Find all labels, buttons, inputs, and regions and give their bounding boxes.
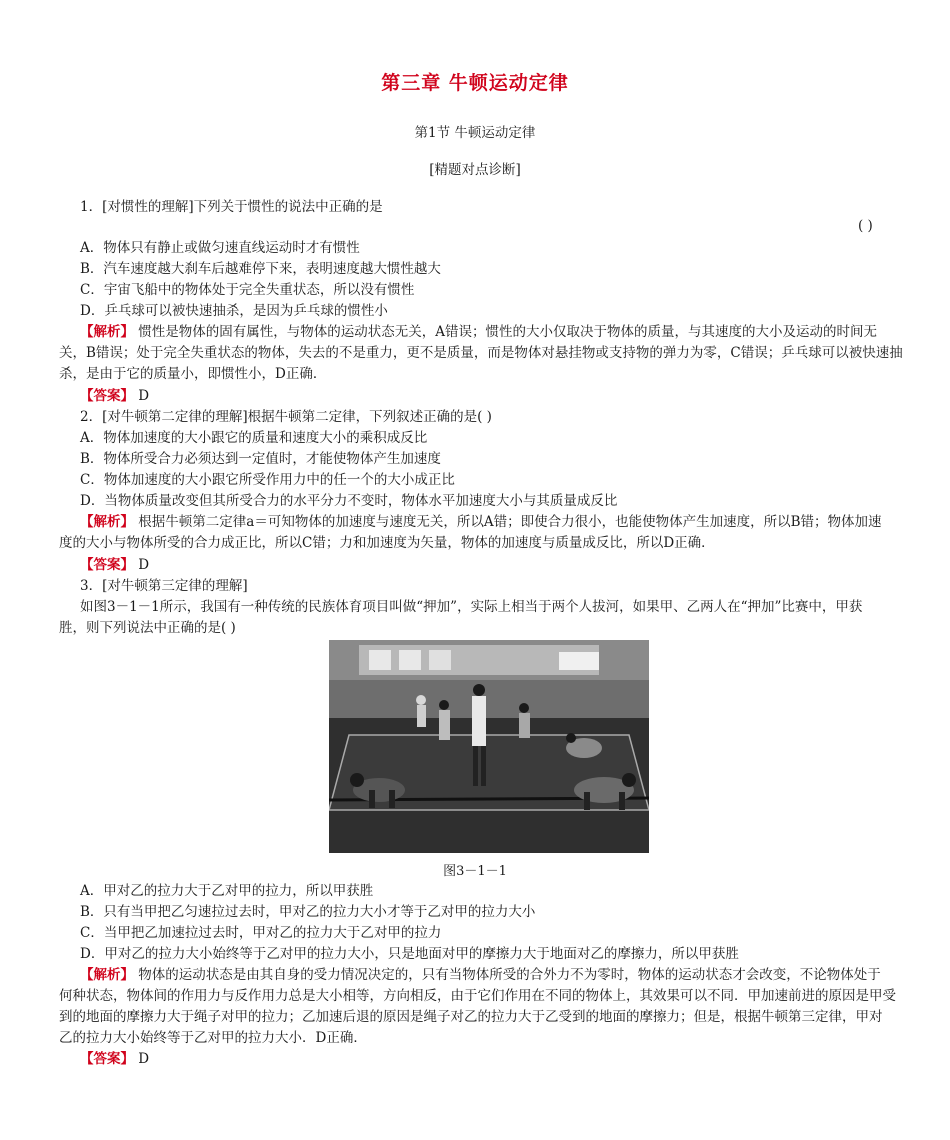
q1-answer-blank: ( ) <box>858 218 873 234</box>
q1-analysis <box>80 322 877 342</box>
q1-option-a: A．物体只有静止或做匀速直线运动时才有惯性 <box>80 240 360 256</box>
q2-stem: 2．[对牛顿第二定律的理解]根据牛顿第二定律，下列叙述正确的是( ) <box>80 409 492 425</box>
q3-stem: 3．[对牛顿第三定律的理解] <box>80 578 248 594</box>
q3-analysis-line1: 物体的运动状态是由其自身的受力情况决定的，只有当物体所受的合外力不为零时，物体的运动状态才会改变，不论物体处于 <box>134 967 881 983</box>
answer-tag: 【答案】 <box>80 388 134 404</box>
q1-option-d: D．乒乓球可以被快速抽杀，是因为乒乓球的惯性小 <box>80 303 388 319</box>
q1-answer-value: D <box>134 388 150 404</box>
q2-analysis-line2: 度的大小与物体所受的合力成正比，所以C错；力和加速度为矢量，物体的加速度与质量成反比，所以D正确． <box>59 535 715 551</box>
analysis-tag: 【解析】 <box>80 967 134 983</box>
figure-photo <box>329 640 649 853</box>
chapter-title: 第三章 牛顿运动定律 <box>381 72 569 94</box>
q1-answer <box>80 386 149 406</box>
q3-option-d: D．甲对乙的拉力大小始终等于乙对甲的拉力大小，只是地面对甲的摩擦力大于地面对乙的摩擦力，所以甲获胜 <box>80 946 739 962</box>
q3-answer-value: D <box>134 1051 150 1067</box>
section-title: 第1节 牛顿运动定律 <box>414 125 536 141</box>
analysis-tag: 【解析】 <box>80 324 134 340</box>
q1-analysis-line1: 惯性是物体的固有属性，与物体的运动状态无关，A错误；惯性的大小仅取决于物体的质量，与其速度的大小及运动的时间无 <box>134 324 878 340</box>
q3-option-b: B．只有当甲把乙匀速拉过去时，甲对乙的拉力大小才等于乙对甲的拉力大小 <box>80 904 536 920</box>
q1-analysis-line3: 杀，是由于它的质量小，即惯性小，D正确． <box>59 366 327 382</box>
q3-option-c: C．当甲把乙加速拉过去时，甲对乙的拉力大于乙对甲的拉力 <box>80 925 442 941</box>
q3-intro-line1: 如图3－1－1所示，我国有一种传统的民族体育项目叫做“押加”，实际上相当于两个人拔河，如果甲、乙两人在“押加”比赛中，甲获 <box>80 599 863 615</box>
q3-answer <box>80 1049 149 1069</box>
q3-analysis-line3: 到的地面的摩擦力大于绳子对甲的拉力；乙加速后退的原因是绳子对乙的拉力大于乙受到的地面的摩擦力；但是，根据牛顿第三定律，甲对 <box>59 1009 883 1025</box>
answer-tag: 【答案】 <box>80 1051 134 1067</box>
q2-answer <box>80 555 149 575</box>
answer-tag: 【答案】 <box>80 557 134 573</box>
q2-option-d: D．当物体质量改变但其所受合力的水平分力不变时，物体水平加速度大小与其质量成反比 <box>80 493 618 509</box>
analysis-tag: 【解析】 <box>80 514 134 530</box>
tug-of-war-photo <box>329 640 649 853</box>
q2-option-c: C．物体加速度的大小跟它所受作用力中的任一个的大小成正比 <box>80 472 455 488</box>
section-subtitle: [精题对点诊断] <box>429 162 521 178</box>
q1-option-c: C．宇宙飞船中的物体处于完全失重状态，所以没有惯性 <box>80 282 415 298</box>
q1-option-b: B．汽车速度越大刹车后越难停下来，表明速度越大惯性越大 <box>80 261 441 277</box>
figure-caption: 图3－1－1 <box>443 864 507 879</box>
q3-analysis <box>80 965 881 985</box>
q2-option-a: A．物体加速度的大小跟它的质量和速度大小的乘积成反比 <box>80 430 428 446</box>
q3-analysis-line2: 何种状态，物体间的作用力与反作用力总是大小相等，方向相反，由于它们作用在不同的物体上，其效果可以不同．甲加速前进的原因是甲受 <box>59 988 896 1004</box>
q2-answer-value: D <box>134 557 150 573</box>
q2-analysis <box>80 512 882 532</box>
q2-analysis-line1: 根据牛顿第二定律a＝可知物体的加速度与速度无关，所以A错；即使合力很小，也能使物体产生加速度，所以B错；物体加速 <box>134 514 882 530</box>
q1-stem: 1．[对惯性的理解]下列关于惯性的说法中正确的是 <box>80 199 383 215</box>
q3-analysis-line4: 乙的拉力大小始终等于乙对甲的拉力大小．D正确． <box>59 1030 367 1046</box>
q3-option-a: A．甲对乙的拉力大于乙对甲的拉力，所以甲获胜 <box>80 883 374 899</box>
q2-option-b: B．物体所受合力必须达到一定值时，才能使物体产生加速度 <box>80 451 441 467</box>
q3-intro-line2: 胜，则下列说法中正确的是( ) <box>59 620 236 636</box>
q1-analysis-line2: 关，B错误；处于完全失重状态的物体，失去的不是重力，更不是质量，而是物体对悬挂物或支持物的弹力为零，C错误；乒乓球可以被快速抽 <box>59 345 903 361</box>
